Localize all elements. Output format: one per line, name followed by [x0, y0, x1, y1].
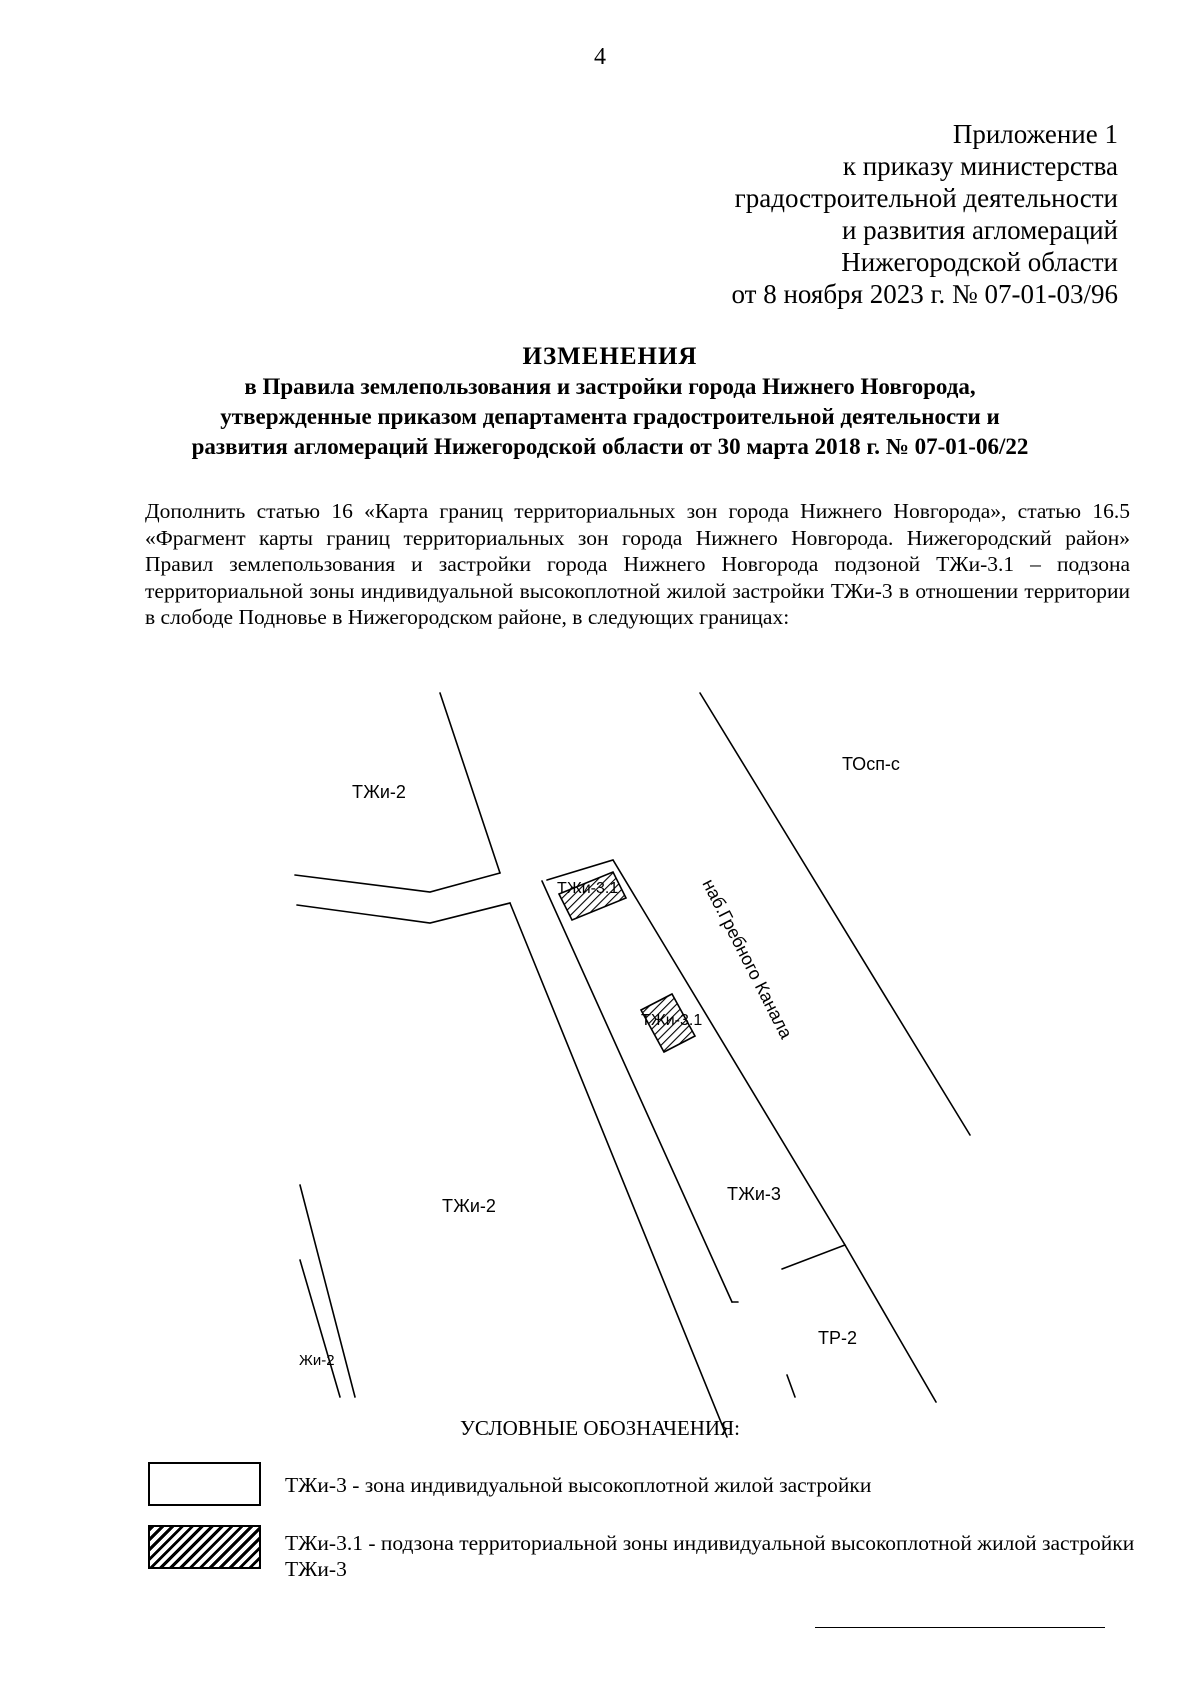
legend-title: УСЛОВНЫЕ ОБОЗНАЧЕНИЯ:	[460, 1416, 740, 1440]
appendix-line: и развития агломераций	[841, 215, 1118, 245]
zone-label-tzhi31: ТЖи-3.1	[557, 880, 619, 897]
appendix-line: к приказу министерства	[842, 151, 1118, 181]
signature-line	[815, 1627, 1105, 1628]
document-subtitle-line: утвержденные приказом департамента градостроительной деятельности и	[220, 404, 1000, 429]
boundary-line	[300, 1260, 340, 1397]
appendix-line: Приложение 1	[952, 119, 1118, 149]
zone-label-tzhi31: ТЖи-3.1	[641, 1012, 703, 1029]
boundary-line	[510, 903, 727, 1437]
boundary-line	[787, 1375, 795, 1397]
zone-label-tzhi2: ТЖи-2	[352, 782, 406, 802]
boundary-line	[297, 903, 510, 923]
appendix-line: градостроительной деятельности	[734, 183, 1118, 213]
appendix-line: от 8 ноября 2023 г. № 07-01-03/96	[731, 279, 1118, 309]
legend-item-text: ТЖи-3 - зона индивидуальной высокоплотной жилой застройки	[285, 1473, 872, 1497]
page-number: 4	[594, 44, 606, 70]
zone-label-tr2: ТР-2	[818, 1328, 858, 1348]
legend-swatch-blank	[148, 1462, 261, 1506]
document-subtitle-line: в Правила землепользования и застройки города Нижнего Новгорода,	[244, 374, 976, 399]
legend-swatch-hatched	[148, 1525, 261, 1569]
boundary-line	[700, 693, 970, 1135]
zone-label-tzhi2: ТЖи-2	[442, 1196, 496, 1216]
boundary-line	[845, 1245, 936, 1402]
document-title: ИЗМЕНЕНИЯ	[522, 343, 698, 370]
zone-label-zhi2: Жи-2	[299, 1352, 335, 1369]
tzhi3-boundary	[547, 860, 845, 1269]
boundary-line	[295, 873, 500, 892]
boundary-line	[542, 881, 732, 1302]
zone-label-tzhi3: ТЖи-3	[727, 1184, 781, 1204]
body-paragraph: Дополнить статью 16 «Карта границ территориальных зон города Нижнего Новгорода», статью 16.5 «Фрагмент карты границ территориальных зон города Нижнего Новгорода. Нижегородский район» Правил землепользования и застройки города Нижнего Новгорода подзоной ТЖи-3.1 – подзона территориальной зоны индивидуальной высокоплотной жилой застройки ТЖи-3 в отношении территории в слободе Подновье в Нижегородском районе, в следующих границах:	[145, 499, 1130, 629]
street-label: наб.Гребного Канала	[698, 875, 797, 1042]
document-subtitle-line: развития агломераций Нижегородской области от 30 марта 2018 г. № 07-01-06/22	[191, 434, 1029, 459]
boundary-line	[440, 693, 500, 873]
legend-item-text: ТЖи-3.1 - подзона территориальной зоны индивидуальной высокоплотной жилой застройки ТЖи-3	[285, 1531, 1135, 1581]
zone-label-tosp: ТОсп-с	[842, 754, 900, 774]
appendix-line: Нижегородской области	[841, 247, 1118, 277]
